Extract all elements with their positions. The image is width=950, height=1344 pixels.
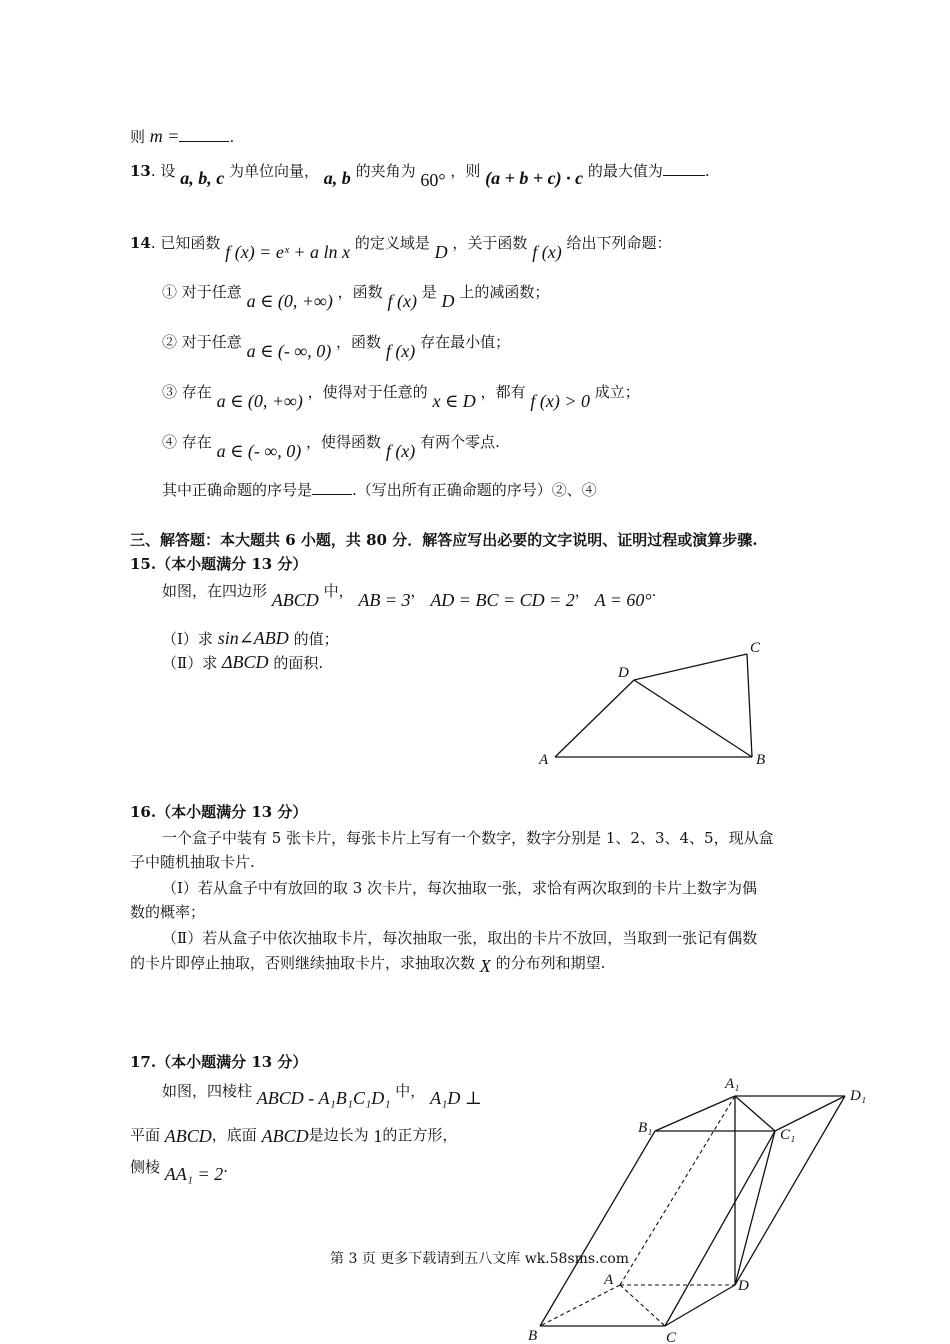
- q16-line-5: （Ⅱ）若从盒子中依次抽取卡片，每次抽取一张，取出的卡片不放回，当取到一张记有偶数: [162, 929, 758, 947]
- q16-line-6: 的卡片即停止抽取，否则继续抽取卡片，求抽取次数 X 的分布列和期望.: [130, 954, 606, 976]
- edge-c1d: [735, 1131, 775, 1285]
- label-b1: B₁: [638, 1120, 653, 1136]
- q15-part-2: （Ⅱ）求 ΔBCD 的面积.: [162, 652, 324, 672]
- q14-item-2: ② 对于任意 a ∈ (- ∞, 0) ，函数 f (x) 存在最小值；: [162, 333, 511, 361]
- q17-line-3: 侧棱 AA₁ = 2.: [130, 1158, 228, 1184]
- edge-c1c: [665, 1131, 775, 1326]
- edge-cd: [665, 1285, 735, 1326]
- q16-line-2: 子中随机抽取卡片.: [130, 853, 255, 871]
- edge-dc: [634, 654, 747, 680]
- label-c: C: [666, 1330, 677, 1344]
- q14-item-1: ① 对于任意 a ∈ (0, +∞) ，函数 f (x) 是 D 上的减函数；: [162, 283, 550, 311]
- label-d1: D₁: [850, 1088, 867, 1104]
- label-d: D: [738, 1278, 749, 1294]
- label-d: D: [618, 665, 629, 681]
- edge-ad: [555, 680, 634, 757]
- question-14: 14. 已知函数 f (x) = eˣ + a ln x 的定义域是 D ，关于函数 f (x) 给出下列命题：: [130, 234, 672, 262]
- edge-a1b1: [655, 1096, 735, 1131]
- label-c: C: [750, 640, 761, 656]
- q17-line-2: 平面 ABCD，底面 ABCD是边长为 1的正方形，: [130, 1126, 458, 1146]
- q15-title: 15.（本小题满分 13 分）: [130, 555, 308, 573]
- label-b: B: [756, 752, 766, 768]
- answer-blank: [179, 127, 229, 142]
- q17-line-1: 如图，四棱柱 ABCD - A₁B₁C₁D₁ 中， A₁D ⊥: [162, 1082, 482, 1108]
- label-a: A: [539, 752, 549, 768]
- label-c1: C₁: [780, 1127, 796, 1143]
- q16-line-4: 数的概率；: [130, 903, 206, 921]
- label-b: B: [528, 1328, 538, 1344]
- hidden-edge-ac: [620, 1285, 665, 1326]
- q14-item-3: ③ 存在 a ∈ (0, +∞) ，使得对于任意的 x ∈ D ，都有 f (x) > 0 成立；: [162, 383, 640, 411]
- label-a1: A₁: [725, 1076, 740, 1092]
- q12-answer-line: 则 m = .: [130, 126, 235, 146]
- q16-line-1: 一个盒子中装有 5 张卡片，每张卡片上写有一个数字，数字分别是 1、2、3、4、5，现从盒: [162, 829, 774, 847]
- q16-line-3: （Ⅰ）若从盒子中有放回的取 3 次卡片，每次抽取一张，求恰有两次取到的卡片上数字为偶: [162, 879, 758, 897]
- edge-b1b: [540, 1131, 655, 1326]
- q14-item-4: ④ 存在 a ∈ (- ∞, 0) ，使得函数 f (x) 有两个零点.: [162, 433, 500, 461]
- q17-prism-figure: [520, 1070, 880, 1344]
- section-3-heading: 三、解答题：本大题共 6 小题，共 80 分．解答应写出必要的文字说明、证明过程或演算步骤.: [130, 531, 758, 549]
- edge-cb: [747, 654, 752, 757]
- answer-blank: [312, 480, 352, 495]
- q16-title: 16.（本小题满分 13 分）: [130, 803, 308, 821]
- q14-answer-line: 其中正确命题的序号是 .（写出所有正确命题的序号）②、④: [162, 481, 597, 499]
- page-footer: 第 3 页 更多下载请到五八文库 wk.58sms.com: [330, 1251, 630, 1267]
- edge-a1c1: [735, 1096, 775, 1131]
- edge-db: [634, 680, 752, 757]
- q17-title: 17.（本小题满分 13 分）: [130, 1053, 308, 1071]
- q15-statement: 如图，在四边形 ABCD 中， AB = 3， AD = BC = CD = 2， A = 60°.: [162, 582, 657, 610]
- label-a: A: [604, 1272, 614, 1288]
- q15-part-1: （Ⅰ）求 sin∠ABD 的值；: [162, 628, 339, 648]
- q15-quadrilateral-figure: [530, 630, 780, 775]
- answer-blank: [663, 161, 705, 176]
- edge-d1d: [735, 1096, 845, 1285]
- question-13: 13. 设 a, b, c 为单位向量， a, b 的夹角为 60° ，则 (a + b + c) · c 的最大值为 .: [130, 162, 710, 190]
